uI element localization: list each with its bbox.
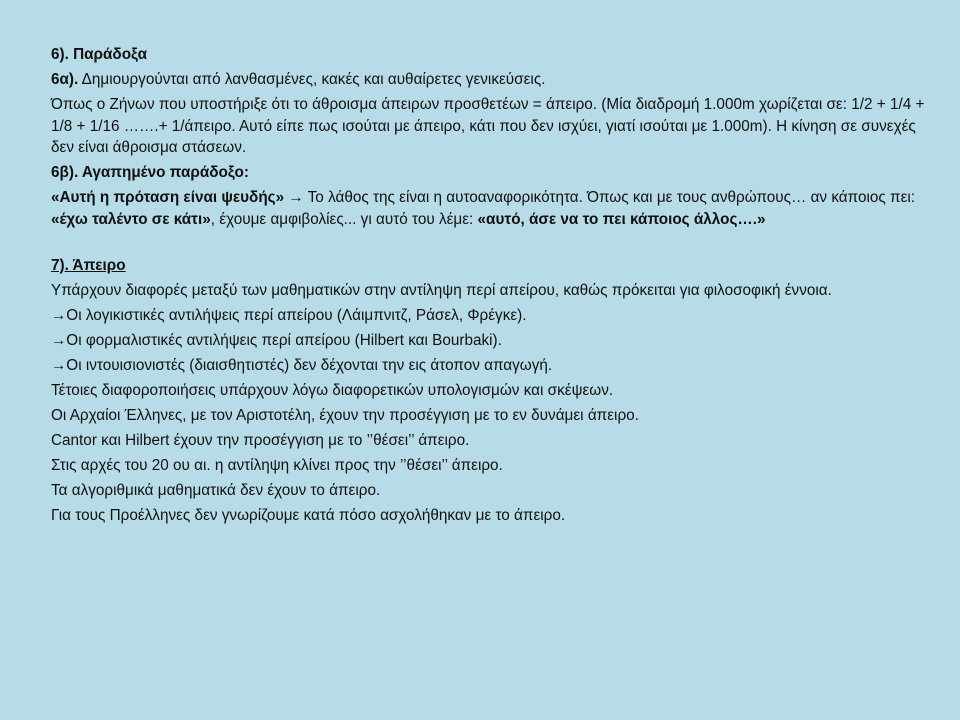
section-spacer: [51, 234, 931, 255]
liar-quote-2: «έχω ταλέντο σε κάτι»: [51, 210, 211, 228]
section-7-title: 7). Άπειρο: [51, 256, 126, 274]
bullet-item: →Οι φορμαλιστικές αντιλήψεις περί απείρου (Hilbert και Bourbaki).: [51, 330, 931, 352]
text-line: Για τους Προέλληνες δεν γνωρίζουμε κατά πόσο ασχολήθηκαν με το άπειρο.: [51, 506, 566, 524]
bullet-item: →Οι λογικιστικές αντιλήψεις περί απείρου (Λάιμπνιτζ, Ράσελ, Φρέγκε).: [51, 305, 931, 327]
right-arrow-icon: →: [51, 306, 67, 324]
text-line: Τέτοιες διαφοροποιήσεις υπάρχουν λόγω διαφορετικών υπολογισμών και σκέψεων.: [51, 381, 614, 399]
text-line: Στις αρχές του 20 ου αι. η αντίληψη κλίνει προς την ’’θέσει’’ άπειρο.: [51, 456, 503, 474]
section-6a-label: 6α).: [51, 71, 79, 88]
zeno-paragraph: Όπως ο Ζήνων που υποστήριξε ότι το άθροισμα άπειρων προσθετέων = άπειρο. (Μία διαδρομή 1.000m χωρίζεται σε: 1/2 + 1/4 + 1/8 + 1/16 …….+ 1/άπειρο. Αυτό είπε πως ισούται με άπειρο, κάτι που δεν ισχύει, γιατί ισούται με 1.000m). Η κίνηση σε συνεχές δεν είναι άθροισμα στάσεων.: [51, 96, 925, 156]
section-6a-text: Δημιουργούνται από λανθασμένες, κακές και αυθαίρετες γενικεύσεις.: [81, 71, 546, 88]
section-6-title: 6). Παράδοξα: [51, 46, 148, 63]
liar-quote: «Αυτή η πρόταση είναι ψευδής»: [51, 189, 285, 206]
liar-text-2: , έχουμε αμφιβολίες... γι αυτό του λέμε:: [210, 210, 478, 228]
liar-quote-3: «αυτό, άσε να το πει κάποιος άλλος….»: [477, 210, 766, 228]
section-7-intro: Υπάρχουν διαφορές μεταξύ των μαθηματικών στην αντίληψη περί απείρου, καθώς πρόκειται για φιλοσοφική έννοια.: [51, 281, 832, 299]
liar-text-1: Το λάθος της είναι η αυτοαναφορικότητα. Όπως και με τους ανθρώπους… αν κάποιος πει:: [303, 189, 916, 206]
text-line: Τα αλγοριθμικά μαθηματικά δεν έχουν το άπειρο.: [51, 481, 381, 499]
right-arrow-icon: →: [51, 356, 67, 374]
bullet-item: →Οι ιντουισιονιστές (διαισθητιστές) δεν δέχονται την εις άτοπον απαγωγή.: [51, 355, 931, 377]
right-arrow-icon: →: [51, 331, 67, 349]
text-line: Οι Αρχαίοι Έλληνες, με τον Αριστοτέλη, έχουν την προσέγγιση με το εν δυνάμει άπειρο.: [51, 406, 639, 424]
text-line: Cantor και Hilbert έχουν την προσέγγιση με το ’’θέσει’’ άπειρο.: [51, 431, 470, 449]
section-6a-paragraph: [51, 69, 931, 91]
right-arrow-icon: →: [288, 189, 304, 206]
slide-content: [51, 44, 931, 530]
section-6b-heading: 6β). Αγαπημένο παράδοξο:: [51, 164, 249, 181]
liar-paradox-paragraph: [51, 187, 931, 230]
